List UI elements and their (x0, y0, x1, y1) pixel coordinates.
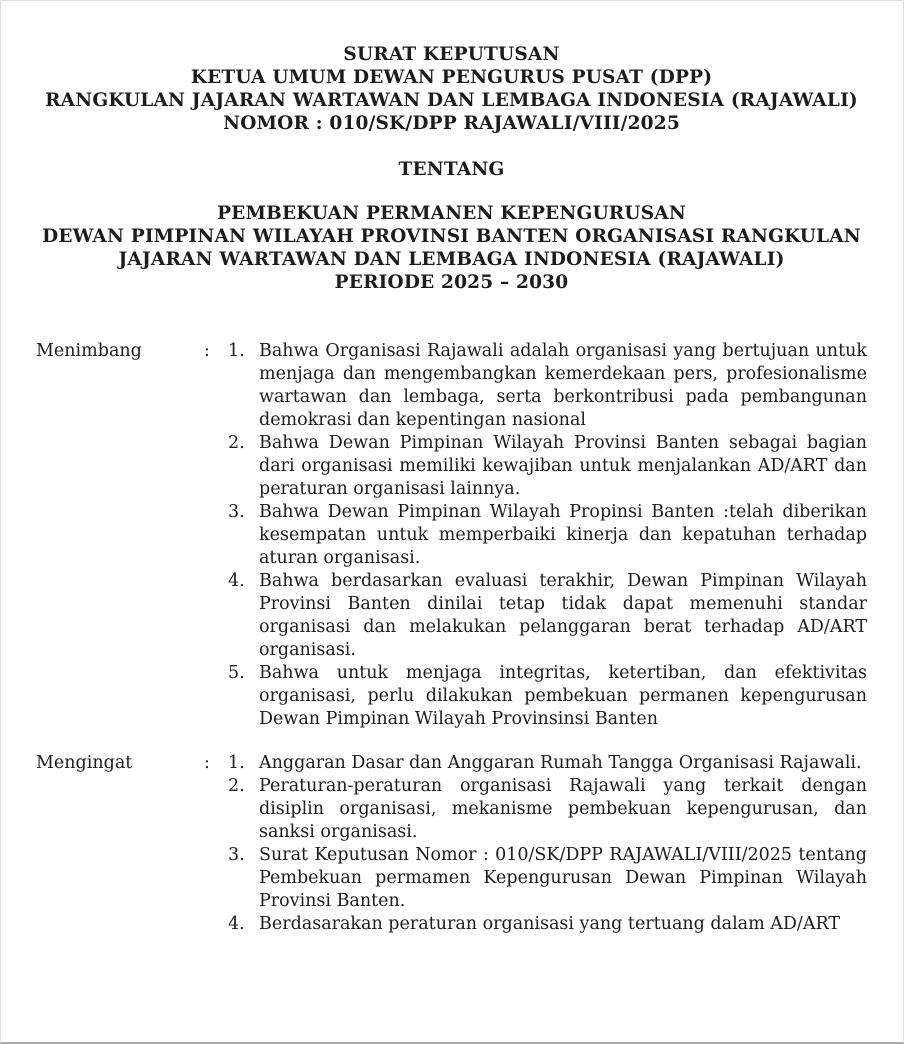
list-item (228, 340, 867, 432)
item-text: Surat Keputusan Nomor : 010/SK/DPP RAJAWALI/VIII/2025 tentang Pembekuan permamen Kepengurusan Dewan Pimpinan Wilayah Provinsi Banten. (259, 845, 867, 911)
item-text: Bahwa Dewan Pimpinan Wilayah Provinsi Banten sebagai bagian dari organisasi memiliki kewajiban untuk menjalankan AD/ART dan peraturan organisasi lainnya. (259, 433, 867, 499)
section-menimbang (36, 340, 867, 731)
section-colon: : (204, 341, 210, 361)
list-item (228, 570, 867, 662)
title-line-2: KETUA UMUM DEWAN PENGURUS PUSAT (DPP) (190, 67, 713, 88)
item-text: Anggaran Dasar dan Anggaran Rumah Tangga Organisasi Rajawali. (259, 753, 862, 773)
list-item (228, 752, 867, 775)
item-number: 1. (228, 753, 245, 773)
item-number: 2. (228, 776, 245, 796)
section-label: Mengingat (36, 753, 133, 773)
list-item (228, 662, 867, 731)
list-item (228, 775, 867, 844)
subject-line-1: PEMBEKUAN PERMANEN KEPENGURUSAN (217, 203, 686, 224)
item-number: 3. (228, 502, 245, 522)
item-text: Bahwa berdasarkan evaluasi terakhir, Dewan Pimpinan Wilayah Provinsi Banten dinilai tetap tidak dapat memenuhi standar organisasi dan melakukan pelanggaran berat terhadap AD/ART organisasi. (259, 571, 867, 660)
list-item (228, 913, 867, 936)
subject-line-2: DEWAN PIMPINAN WILAYAH PROVINSI BANTEN ORGANISASI RANGKULAN (42, 226, 861, 247)
list-item (228, 501, 867, 570)
item-number: 4. (228, 571, 245, 591)
title-line-4: NOMOR : 010/SK/DPP RAJAWALI/VIII/2025 (223, 113, 680, 134)
item-text: Peraturan-peraturan organisasi Rajawali yang terkait dengan disiplin organisasi, mekanisme pembekuan kepengurusan, dan sanksi organisasi. (259, 776, 867, 842)
title-line-3: RANGKULAN JAJARAN WARTAWAN DAN LEMBAGA INDONESIA (RAJAWALI) (45, 90, 858, 111)
item-number: 5. (228, 663, 245, 683)
subject-title (36, 202, 867, 294)
list-item (228, 844, 867, 913)
item-number: 3. (228, 845, 245, 865)
section-label: Menimbang (36, 341, 142, 361)
section-colon: : (204, 753, 210, 773)
about-label: TENTANG (398, 159, 505, 180)
document-title (36, 43, 867, 135)
document-body (36, 340, 867, 936)
section-mengingat (36, 752, 867, 936)
mengingat-list (228, 752, 867, 936)
item-text: Bahwa Dewan Pimpinan Wilayah Propinsi Banten :telah diberikan kesempatan untuk memperbaiki kinerja dan kepatuhan terhadap aturan organisasi. (259, 502, 867, 568)
item-number: 2. (228, 433, 245, 453)
item-number: 4. (228, 914, 245, 934)
item-number: 1. (228, 341, 245, 361)
title-line-1: SURAT KEPUTUSAN (343, 44, 560, 65)
list-item (228, 432, 867, 501)
item-text: Bahwa untuk menjaga integritas, ketertiban, dan efektivitas organisasi, perlu dilakukan pembekuan permanen kepengurusan Dewan Pimpinan Wilayah Provinsinsi Banten (259, 663, 867, 729)
item-text: Bahwa Organisasi Rajawali adalah organisasi yang bertujuan untuk menjaga dan mengembangkan kemerdekaan pers, profesionalisme wartawan dan lembaga, serta berkontribusi pada pembangunan demokrasi dan kepentingan nasional (259, 341, 867, 430)
menimbang-list (228, 340, 867, 731)
item-text: Berdasarakan peraturan organisasi yang tertuang dalam AD/ART (259, 914, 841, 934)
subject-line-3: JAJARAN WARTAWAN DAN LEMBAGA INDONESIA (RAJAWALI) (118, 249, 785, 270)
subject-line-4: PERIODE 2025 – 2030 (334, 272, 569, 293)
